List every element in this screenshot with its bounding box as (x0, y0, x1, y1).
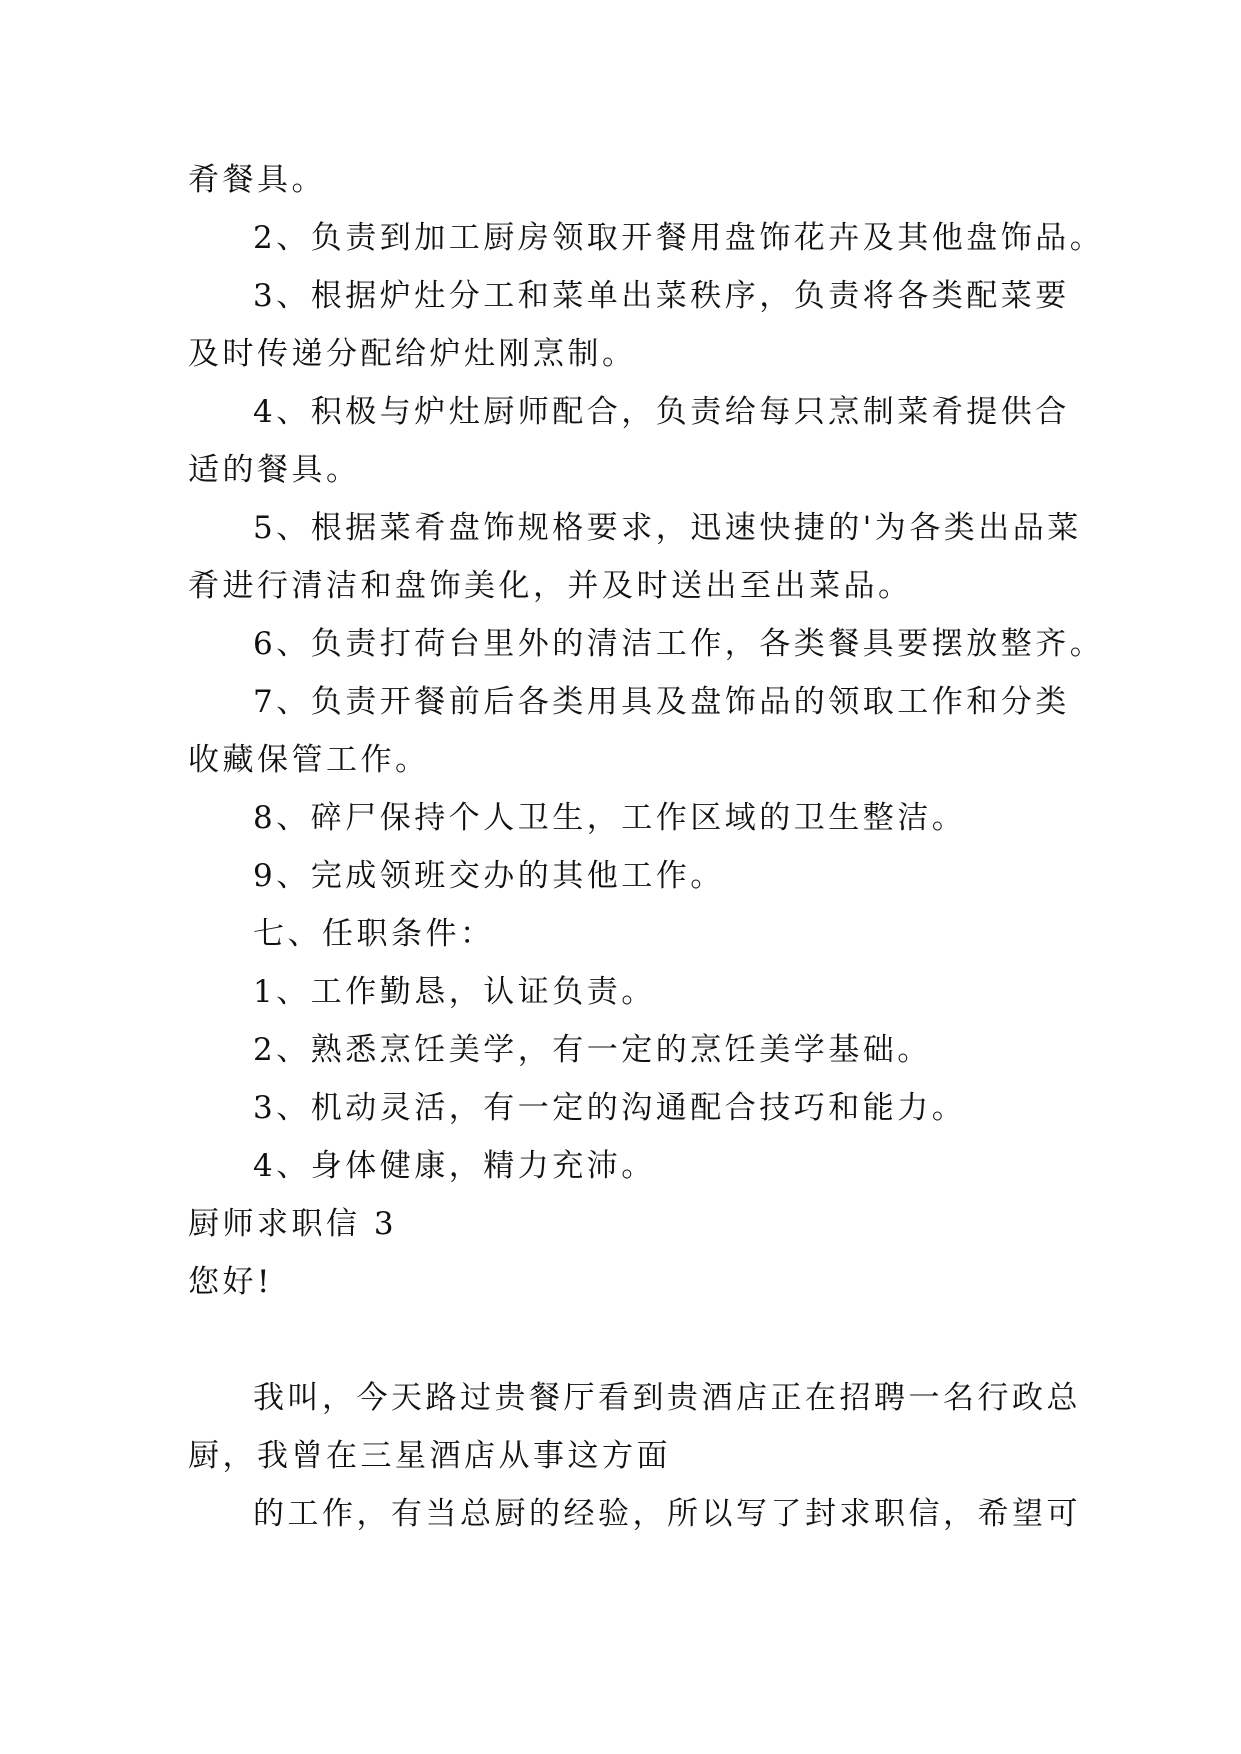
greeting: 您好! (188, 1264, 273, 1300)
text-line: 5、根据菜肴盘饰规格要求，迅速快捷的'为各类出品菜 (253, 510, 1082, 546)
text-line: 的工作，有当总厨的经验，所以写了封求职信，希望可 (253, 1496, 1081, 1532)
text-line: 肴进行清洁和盘饰美化，并及时送出至出菜品。 (188, 568, 913, 604)
text-line: 肴餐具。 (188, 162, 326, 198)
text-line: 1、工作勤恳，认证负责。 (253, 974, 656, 1010)
letter-title: 厨师求职信 3 (188, 1206, 398, 1242)
text-line: 适的餐具。 (188, 452, 361, 488)
text-line: 厨，我曾在三星酒店从事这方面 (188, 1438, 671, 1474)
text-line: 4、身体健康，精力充沛。 (253, 1148, 656, 1184)
text-line: 3、机动灵活，有一定的沟通配合技巧和能力。 (253, 1090, 967, 1126)
text-line: 6、负责打荷台里外的清洁工作，各类餐具要摆放整齐。 (253, 626, 1105, 662)
text-line: 2、熟悉烹饪美学，有一定的烹饪美学基础。 (253, 1032, 932, 1068)
text-line: 我叫，今天路过贵餐厅看到贵酒店正在招聘一名行政总 (253, 1380, 1081, 1416)
text-line: 收藏保管工作。 (188, 742, 430, 778)
section-heading: 七、任职条件： (253, 916, 495, 952)
text-line: 及时传递分配给炉灶刚烹制。 (188, 336, 637, 372)
text-line: 8、碎尸保持个人卫生，工作区域的卫生整洁。 (253, 800, 967, 836)
text-line: 4、积极与炉灶厨师配合，负责给每只烹制菜肴提供合 (253, 394, 1070, 430)
text-line: 7、负责开餐前后各类用具及盘饰品的领取工作和分类 (253, 684, 1070, 720)
text-line: 2、负责到加工厨房领取开餐用盘饰花卉及其他盘饰品。 (253, 220, 1105, 256)
text-line: 3、根据炉灶分工和菜单出菜秩序，负责将各类配菜要 (253, 278, 1070, 314)
text-line: 9、完成领班交办的其他工作。 (253, 858, 725, 894)
